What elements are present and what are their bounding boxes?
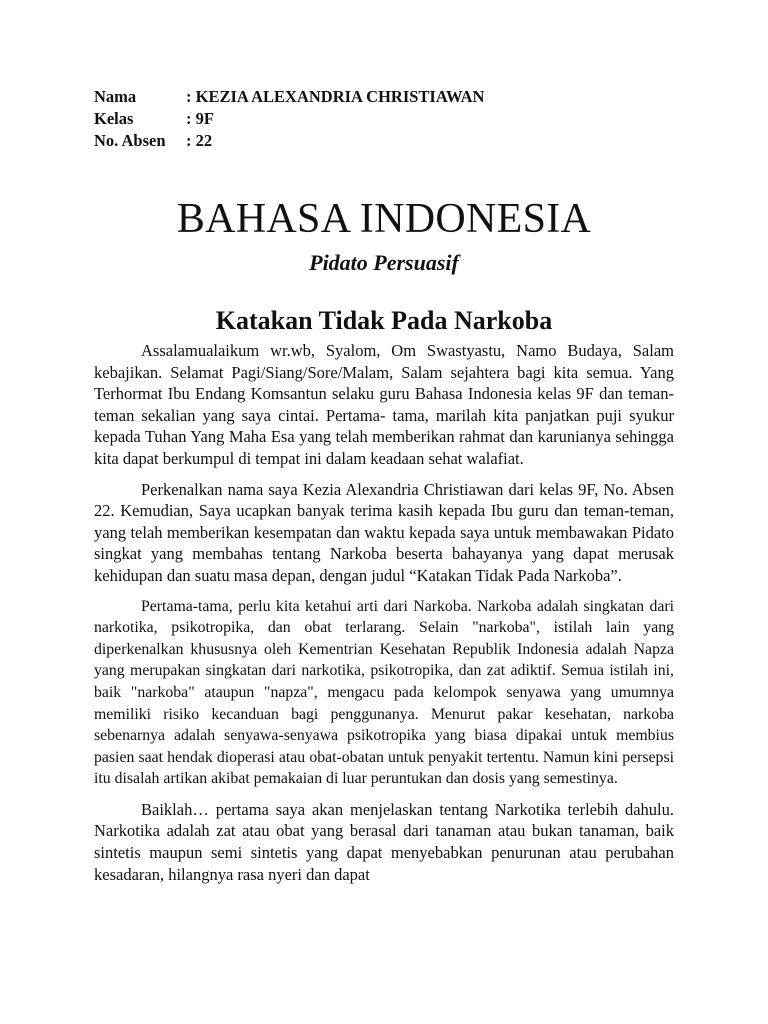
- document-subtitle: Pidato Persuasif: [309, 250, 459, 275]
- class-value: : 9F: [186, 109, 214, 128]
- name-value: : KEZIA ALEXANDRIA CHRISTIAWAN: [186, 87, 485, 106]
- paragraph-narkotika: Baiklah… pertama saya akan menjelaskan tentang Narkotika terlebih dahulu. Narkotika adalah zat atau obat yang berasal dari tanaman atau bukan tanaman, baik sintetis maupun semi sintetis yang dapat menyebabkan penurunan atau perubahan kesadaran, hilangnya rasa nyeri dan dapat: [94, 799, 674, 884]
- paragraph-introduction: Perkenalkan nama saya Kezia Alexandria Christiawan dari kelas 9F, No. Absen 22. Kemudian, Saya ucapkan banyak terima kasih kepada Ibu guru dan teman-teman, yang telah memberikan kesempatan dan waktu kepada saya untuk membawakan Pidato singkat yang membahas tentang Narkoba beserta bahayanya yang dapat merusak kehidupan dan suatu masa depan, dengan judul “Katakan Tidak Pada Narkoba”.: [94, 479, 674, 585]
- paragraph-definition: Pertama-tama, perlu kita ketahui arti dari Narkoba. Narkoba adalah singkatan dari narkotika, psikotropika, dan obat terlarang. Selain "narkoba", istilah lain yang diperkenalkan khususnya oleh Kementrian Kesehatan Republik Indonesia adalah Napza yang merupakan singkatan dari narkotika, psikotropika, dan zat adiktif. Semua istilah ini, baik "narkoba" ataupun "napza", mengacu pada kelompok senyawa yang umumnya memiliki risiko kecanduan bagi penggunanya. Menurut pakar kesehatan, narkoba sebenarnya adalah senyawa-senyawa psikotropika yang biasa dipakai untuk membius pasien saat hendak dioperasi atau obat-obatan untuk penyakit tertentu. Namun kini persepsi itu disalah artikan akibat pemakaian di luar peruntukan dan dosis yang semestinya.: [94, 597, 674, 788]
- paragraph-greeting: Assalamualaikum wr.wb, Syalom, Om Swastyastu, Namo Budaya, Salam kebajikan. Selamat Pagi/Siang/Sore/Malam, Salam sejahtera bagi kita semua. Yang Terhormat Ibu Endang Komsantun selaku guru Bahasa Indonesia kelas 9F dan teman-teman sekalian yang saya cintai. Pertama- tama, marilah kita panjatkan puji syukur kepada Tuhan Yang Maha Esa yang telah memberikan rahmat dan karunianya sehingga kita dapat berkumpul di tempat ini dalam keadaan sehat walafiat.: [94, 341, 674, 468]
- student-class-row: [94, 108, 484, 130]
- student-info: [94, 86, 484, 152]
- class-label: Kelas: [94, 109, 134, 128]
- student-name-row: [94, 86, 484, 108]
- number-label: No. Absen: [94, 131, 166, 150]
- number-value: : 22: [186, 131, 213, 150]
- name-label: Nama: [94, 87, 137, 106]
- student-number-row: [94, 130, 484, 152]
- document-title: BAHASA INDONESIA: [176, 196, 592, 242]
- speech-title: Katakan Tidak Pada Narkoba: [215, 306, 553, 335]
- document-page: [94, 86, 674, 885]
